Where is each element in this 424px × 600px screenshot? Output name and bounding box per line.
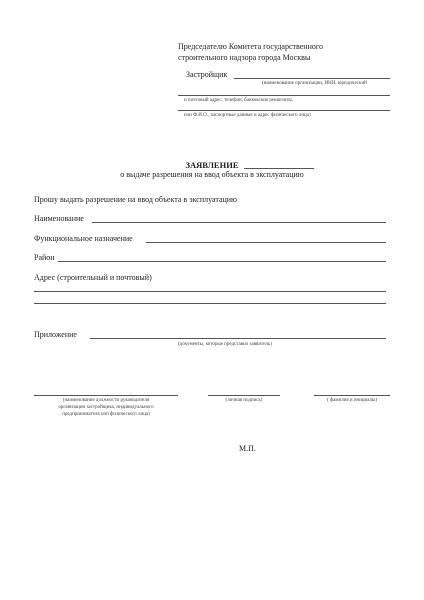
signature-hint: (личная подпись) bbox=[225, 398, 263, 403]
address-label: Адрес (строительный и почтовый) bbox=[34, 273, 152, 282]
developer-field-line[interactable] bbox=[234, 78, 390, 79]
document-title: ЗАЯВЛЕНИЕ bbox=[185, 160, 239, 170]
addressee-line-2: строительного надзора города Москвы bbox=[178, 53, 311, 62]
addressee-line-1: Председателю Комитета государственного bbox=[178, 42, 323, 51]
attachment-label: Приложение bbox=[34, 330, 77, 339]
attachment-hint: (документы, которые представил заявитель) bbox=[178, 342, 272, 347]
developer-hint-2: и почтовый адрес, телефон, банковские реквизиты, bbox=[184, 98, 294, 103]
document-subtitle: о выдаче разрешения на ввод объекта в эксплуатацию bbox=[120, 170, 304, 179]
district-field[interactable] bbox=[58, 261, 386, 262]
title-number-line[interactable] bbox=[244, 168, 314, 169]
developer-hint-3: или Ф.И.О., паспортные данные и адрес физического лица) bbox=[184, 113, 311, 118]
full-name-field[interactable] bbox=[314, 395, 390, 396]
purpose-label: Функциональное назначение bbox=[34, 234, 133, 243]
purpose-field[interactable] bbox=[146, 242, 386, 243]
position-hint-2: организации застройщика, индивидуального bbox=[58, 405, 154, 410]
attachment-field[interactable] bbox=[90, 338, 386, 339]
signature-field[interactable] bbox=[208, 395, 280, 396]
full-name-hint: ( фамилия и инициалы) bbox=[326, 398, 378, 403]
address-field-line-2[interactable] bbox=[34, 303, 386, 304]
stamp-place-label: М.П. bbox=[239, 444, 256, 453]
developer-field-line-3[interactable] bbox=[178, 110, 390, 111]
developer-field-line-2[interactable] bbox=[178, 95, 390, 96]
address-field-line-1[interactable] bbox=[34, 291, 386, 292]
developer-hint-1: (наименование организации, ИНН, юридический bbox=[262, 81, 367, 86]
request-text: Прошу выдать разрешение на ввод объекта в эксплуатацию bbox=[34, 195, 238, 204]
position-field[interactable] bbox=[34, 395, 178, 396]
position-hint-1: (наименование должности руководителя bbox=[62, 398, 150, 403]
position-hint-3: предпринимателя или физического лица) bbox=[62, 412, 150, 417]
developer-label: Застройщик bbox=[186, 70, 228, 79]
name-label: Наименование bbox=[34, 214, 84, 223]
district-label: Район bbox=[34, 253, 55, 262]
name-field[interactable] bbox=[92, 222, 386, 223]
